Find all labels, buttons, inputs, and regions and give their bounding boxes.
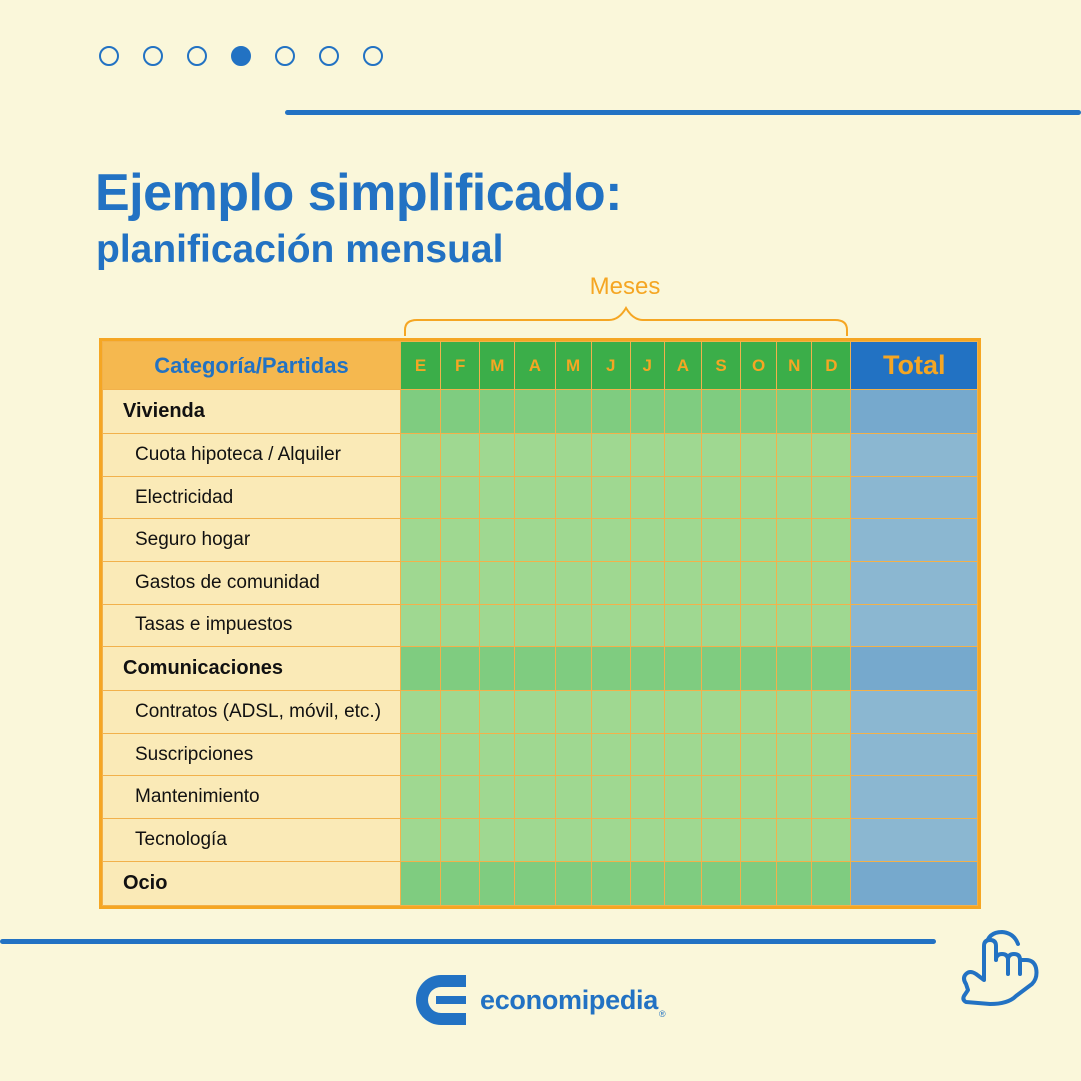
- table-row: [103, 776, 978, 819]
- month-cell: [480, 390, 515, 434]
- category-item-label: Mantenimiento: [103, 776, 401, 819]
- month-cell: [741, 390, 777, 434]
- month-cell: [812, 434, 851, 477]
- month-cell: [401, 861, 441, 905]
- total-cell: [851, 776, 978, 819]
- table-row: [103, 861, 978, 905]
- month-cell: [812, 691, 851, 734]
- month-cell: [777, 691, 812, 734]
- total-cell: [851, 647, 978, 691]
- top-divider: [285, 110, 1081, 115]
- month-cell: [701, 819, 740, 862]
- category-item-label: Contratos (ADSL, móvil, etc.): [103, 691, 401, 734]
- month-cell: [555, 733, 591, 776]
- pagination-dot: [187, 46, 207, 66]
- month-cell: [701, 390, 740, 434]
- category-item-label: Cuota hipoteca / Alquiler: [103, 434, 401, 477]
- month-cell: [441, 476, 480, 519]
- month-cell: [441, 733, 480, 776]
- month-cell: [515, 733, 555, 776]
- total-cell: [851, 434, 978, 477]
- economipedia-logo-icon: [414, 973, 468, 1027]
- month-header: J: [591, 342, 630, 390]
- month-cell: [515, 647, 555, 691]
- month-cell: [741, 861, 777, 905]
- month-cell: [441, 776, 480, 819]
- month-header: J: [630, 342, 664, 390]
- bottom-divider: [0, 939, 936, 944]
- month-cell: [812, 390, 851, 434]
- month-cell: [812, 561, 851, 604]
- month-cell: [777, 819, 812, 862]
- table-row: [103, 733, 978, 776]
- month-cell: [555, 519, 591, 562]
- month-cell: [515, 561, 555, 604]
- total-cell: [851, 819, 978, 862]
- table-row: [103, 819, 978, 862]
- pagination-dot: [143, 46, 163, 66]
- month-cell: [701, 776, 740, 819]
- month-cell: [630, 390, 664, 434]
- month-cell: [812, 819, 851, 862]
- month-cell: [741, 434, 777, 477]
- month-cell: [555, 861, 591, 905]
- table-row: [103, 434, 978, 477]
- month-header: F: [441, 342, 480, 390]
- month-header: E: [401, 342, 441, 390]
- month-cell: [777, 776, 812, 819]
- category-header: Categoría/Partidas: [103, 342, 401, 390]
- month-cell: [401, 647, 441, 691]
- months-brace-icon: [403, 302, 849, 338]
- category-item-label: Tecnología: [103, 819, 401, 862]
- category-item-label: Gastos de comunidad: [103, 561, 401, 604]
- month-cell: [401, 604, 441, 647]
- month-cell: [701, 861, 740, 905]
- total-cell: [851, 476, 978, 519]
- month-cell: [555, 434, 591, 477]
- month-cell: [630, 776, 664, 819]
- month-cell: [812, 476, 851, 519]
- pagination-dot: [99, 46, 119, 66]
- month-cell: [741, 476, 777, 519]
- month-cell: [741, 519, 777, 562]
- pagination-dot: [231, 46, 251, 66]
- month-cell: [777, 561, 812, 604]
- month-cell: [777, 733, 812, 776]
- month-cell: [812, 861, 851, 905]
- pagination-dot: [275, 46, 295, 66]
- month-cell: [701, 647, 740, 691]
- total-cell: [851, 691, 978, 734]
- month-cell: [591, 819, 630, 862]
- month-cell: [591, 390, 630, 434]
- month-cell: [515, 604, 555, 647]
- month-cell: [701, 604, 740, 647]
- month-cell: [591, 519, 630, 562]
- month-cell: [664, 476, 701, 519]
- month-cell: [591, 733, 630, 776]
- month-cell: [441, 604, 480, 647]
- month-cell: [741, 561, 777, 604]
- month-cell: [555, 390, 591, 434]
- month-cell: [515, 476, 555, 519]
- month-cell: [701, 561, 740, 604]
- month-cell: [555, 691, 591, 734]
- total-cell: [851, 561, 978, 604]
- month-header: O: [741, 342, 777, 390]
- month-cell: [701, 733, 740, 776]
- month-cell: [441, 519, 480, 562]
- month-cell: [515, 776, 555, 819]
- total-cell: [851, 390, 978, 434]
- month-cell: [812, 733, 851, 776]
- month-cell: [591, 776, 630, 819]
- month-cell: [701, 519, 740, 562]
- month-cell: [664, 604, 701, 647]
- tap-hand-icon: [954, 924, 1046, 1014]
- month-cell: [441, 390, 480, 434]
- month-cell: [480, 561, 515, 604]
- category-group-label: Ocio: [103, 861, 401, 905]
- month-cell: [630, 861, 664, 905]
- month-cell: [515, 519, 555, 562]
- month-cell: [664, 434, 701, 477]
- month-cell: [701, 691, 740, 734]
- table-row: [103, 647, 978, 691]
- month-cell: [591, 861, 630, 905]
- planning-table: [102, 341, 978, 906]
- month-cell: [591, 561, 630, 604]
- month-cell: [741, 691, 777, 734]
- month-cell: [480, 819, 515, 862]
- pagination-dot: [363, 46, 383, 66]
- month-cell: [480, 434, 515, 477]
- month-cell: [741, 733, 777, 776]
- month-cell: [591, 691, 630, 734]
- month-cell: [630, 476, 664, 519]
- month-cell: [401, 476, 441, 519]
- month-cell: [441, 434, 480, 477]
- month-cell: [515, 861, 555, 905]
- category-item-label: Tasas e impuestos: [103, 604, 401, 647]
- month-cell: [777, 519, 812, 562]
- month-cell: [664, 390, 701, 434]
- month-header: A: [515, 342, 555, 390]
- month-cell: [401, 733, 441, 776]
- month-cell: [441, 861, 480, 905]
- total-cell: [851, 519, 978, 562]
- month-cell: [555, 776, 591, 819]
- month-cell: [401, 519, 441, 562]
- category-item-label: Seguro hogar: [103, 519, 401, 562]
- month-cell: [630, 604, 664, 647]
- month-cell: [664, 819, 701, 862]
- month-cell: [515, 434, 555, 477]
- month-cell: [515, 819, 555, 862]
- month-header: D: [812, 342, 851, 390]
- month-cell: [401, 776, 441, 819]
- month-cell: [555, 561, 591, 604]
- month-cell: [630, 733, 664, 776]
- pagination-dot: [319, 46, 339, 66]
- month-cell: [664, 861, 701, 905]
- month-cell: [664, 519, 701, 562]
- total-cell: [851, 861, 978, 905]
- month-cell: [515, 390, 555, 434]
- table-row: [103, 604, 978, 647]
- month-cell: [777, 390, 812, 434]
- month-cell: [591, 647, 630, 691]
- month-cell: [480, 604, 515, 647]
- month-cell: [812, 776, 851, 819]
- month-cell: [480, 691, 515, 734]
- month-cell: [741, 776, 777, 819]
- registered-mark: ®: [658, 1009, 666, 1019]
- month-header: N: [777, 342, 812, 390]
- month-cell: [777, 861, 812, 905]
- planning-table-frame: [99, 338, 981, 909]
- month-cell: [741, 647, 777, 691]
- month-cell: [401, 691, 441, 734]
- month-cell: [401, 434, 441, 477]
- month-cell: [480, 519, 515, 562]
- month-cell: [591, 434, 630, 477]
- meses-label: Meses: [589, 273, 661, 300]
- month-cell: [441, 647, 480, 691]
- table-row: [103, 519, 978, 562]
- month-cell: [812, 647, 851, 691]
- month-cell: [480, 861, 515, 905]
- category-item-label: Electricidad: [103, 476, 401, 519]
- month-header: S: [701, 342, 740, 390]
- month-header: M: [555, 342, 591, 390]
- total-header: Total: [851, 342, 978, 390]
- month-cell: [812, 519, 851, 562]
- month-cell: [630, 434, 664, 477]
- month-cell: [777, 647, 812, 691]
- month-cell: [401, 390, 441, 434]
- month-cell: [664, 691, 701, 734]
- month-cell: [630, 561, 664, 604]
- month-cell: [701, 476, 740, 519]
- month-header: M: [480, 342, 515, 390]
- table-row: [103, 390, 978, 434]
- month-cell: [630, 519, 664, 562]
- month-cell: [777, 476, 812, 519]
- month-cell: [664, 733, 701, 776]
- month-cell: [555, 476, 591, 519]
- month-cell: [555, 647, 591, 691]
- table-row: [103, 561, 978, 604]
- month-cell: [591, 604, 630, 647]
- month-cell: [741, 819, 777, 862]
- month-cell: [441, 561, 480, 604]
- month-cell: [741, 604, 777, 647]
- month-cell: [591, 476, 630, 519]
- month-cell: [441, 691, 480, 734]
- month-cell: [701, 434, 740, 477]
- brand-logo: [414, 973, 666, 1027]
- month-cell: [630, 691, 664, 734]
- month-cell: [664, 776, 701, 819]
- month-cell: [555, 604, 591, 647]
- month-cell: [480, 733, 515, 776]
- category-group-label: Comunicaciones: [103, 647, 401, 691]
- total-cell: [851, 733, 978, 776]
- month-cell: [441, 819, 480, 862]
- month-cell: [812, 604, 851, 647]
- month-cell: [630, 819, 664, 862]
- month-header: A: [664, 342, 701, 390]
- month-cell: [480, 647, 515, 691]
- page-title: Ejemplo simplificado:: [95, 164, 622, 222]
- total-cell: [851, 604, 978, 647]
- month-cell: [777, 434, 812, 477]
- page-subtitle: planificación mensual: [96, 228, 504, 271]
- month-cell: [480, 476, 515, 519]
- pagination-dots: [99, 46, 383, 66]
- month-cell: [401, 819, 441, 862]
- month-cell: [664, 561, 701, 604]
- table-row: [103, 476, 978, 519]
- month-cell: [630, 647, 664, 691]
- month-cell: [480, 776, 515, 819]
- month-cell: [777, 604, 812, 647]
- month-cell: [515, 691, 555, 734]
- month-cell: [401, 561, 441, 604]
- month-cell: [555, 819, 591, 862]
- month-cell: [664, 647, 701, 691]
- brand-name: economipedia: [480, 984, 658, 1015]
- category-item-label: Suscripciones: [103, 733, 401, 776]
- category-group-label: Vivienda: [103, 390, 401, 434]
- table-row: [103, 691, 978, 734]
